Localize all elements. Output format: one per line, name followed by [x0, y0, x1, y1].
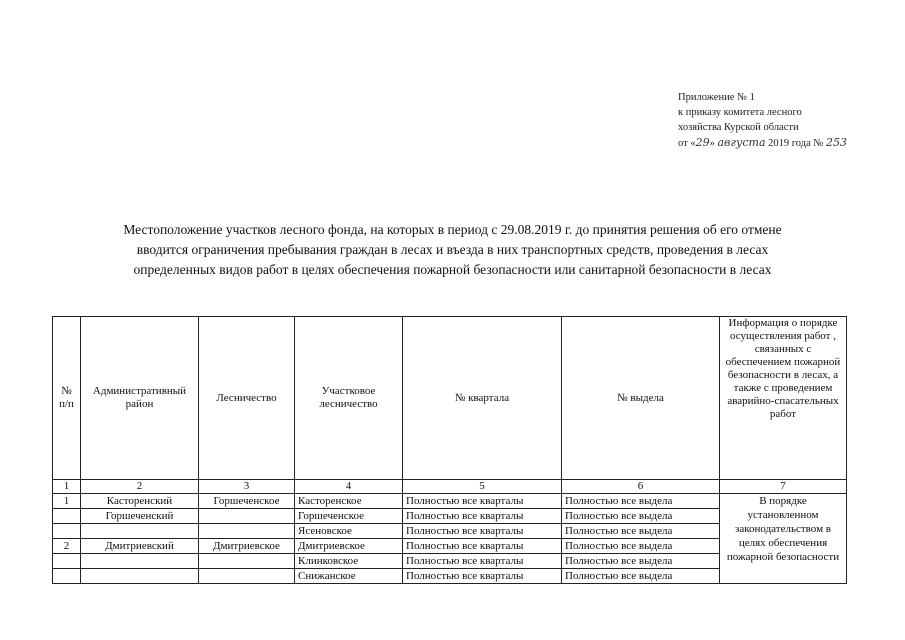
- row-local-forestry: Ясеновское: [295, 524, 403, 539]
- row-local-forestry: Дмитриевское: [295, 539, 403, 554]
- table-row: [53, 494, 847, 509]
- column-number-row: [53, 480, 847, 494]
- date-prefix: от «: [678, 138, 696, 149]
- row-local-forestry: Касторенское: [295, 494, 403, 509]
- column-number: 2: [81, 480, 199, 494]
- row-allotment: Полностью все выдела: [562, 494, 720, 509]
- handwritten-day: 29: [695, 136, 710, 149]
- row-local-forestry: Клинковское: [295, 554, 403, 569]
- row-forestry: Дмитриевское: [199, 539, 295, 554]
- header-quarter: № квартала: [403, 317, 562, 480]
- header-local-forestry: Участковое лесничество: [295, 317, 403, 480]
- work-procedure-note: В порядке установленном законодательством в целях обеспечения пожарной безопасности: [720, 494, 847, 584]
- column-number: 5: [403, 480, 562, 494]
- header-allotment: № выдела: [562, 317, 720, 480]
- row-forestry: [199, 554, 295, 569]
- appendix-block: [678, 90, 847, 151]
- row-quarter: Полностью все кварталы: [403, 539, 562, 554]
- row-quarter: Полностью все кварталы: [403, 554, 562, 569]
- header-num: № п/п: [53, 317, 81, 480]
- row-local-forestry: Горшеченское: [295, 509, 403, 524]
- handwritten-number: 253: [826, 136, 848, 149]
- row-quarter: Полностью все кварталы: [403, 524, 562, 539]
- column-number: 1: [53, 480, 81, 494]
- row-allotment: Полностью все выдела: [562, 509, 720, 524]
- column-number: 4: [295, 480, 403, 494]
- date-year: 2019 года №: [765, 138, 827, 149]
- column-number: 6: [562, 480, 720, 494]
- row-allotment: Полностью все выдела: [562, 554, 720, 569]
- header-district: Административный район: [81, 317, 199, 480]
- row-quarter: Полностью все кварталы: [403, 509, 562, 524]
- appendix-order-line: к приказу комитета лесного: [678, 107, 802, 118]
- appendix-committee-line: хозяйства Курской области: [678, 122, 799, 133]
- row-quarter: Полностью все кварталы: [403, 494, 562, 509]
- row-district: Горшеченский: [81, 509, 199, 524]
- row-district: [81, 524, 199, 539]
- row-allotment: Полностью все выдела: [562, 524, 720, 539]
- appendix-date-line: [678, 135, 847, 151]
- row-allotment: Полностью все выдела: [562, 569, 720, 584]
- row-local-forestry: Снижанское: [295, 569, 403, 584]
- date-mid: »: [709, 138, 718, 149]
- document-title: [40, 220, 865, 280]
- handwritten-month: августа: [717, 136, 766, 149]
- row-forestry: Горшеченское: [199, 494, 295, 509]
- row-district: [81, 554, 199, 569]
- title-line-3: определенных видов работ в целях обеспечения пожарной безопасности или санитарной безопасности в лесах: [133, 262, 772, 277]
- appendix-title: Приложение № 1: [678, 92, 755, 103]
- row-quarter: Полностью все кварталы: [403, 569, 562, 584]
- row-num: 2: [53, 539, 81, 554]
- row-num: 1: [53, 494, 81, 509]
- row-district: Касторенский: [81, 494, 199, 509]
- column-number: 3: [199, 480, 295, 494]
- header-info: Информация о порядке осуществления работ , связанных с обеспечением пожарной безопасности в лесах, а также с проведением аварийно-спасательных работ: [720, 317, 847, 480]
- title-line-1: Местоположение участков лесного фонда, на которых в период с 29.08.2019 г. до принятия решения об его отмене: [123, 222, 782, 237]
- header-forestry: Лесничество: [199, 317, 295, 480]
- row-num: [53, 554, 81, 569]
- title-line-2: вводится ограничения пребывания граждан в лесах и въезда в них транспортных средств, проведения в лесах: [136, 242, 769, 257]
- row-num: [53, 524, 81, 539]
- row-district: [81, 569, 199, 584]
- header-row: [53, 317, 847, 480]
- row-forestry: [199, 524, 295, 539]
- row-forestry: [199, 569, 295, 584]
- forest-plots-table: [52, 316, 847, 584]
- column-number: 7: [720, 480, 847, 494]
- row-num: [53, 509, 81, 524]
- row-forestry: [199, 509, 295, 524]
- row-num: [53, 569, 81, 584]
- row-district: Дмитриевский: [81, 539, 199, 554]
- row-allotment: Полностью все выдела: [562, 539, 720, 554]
